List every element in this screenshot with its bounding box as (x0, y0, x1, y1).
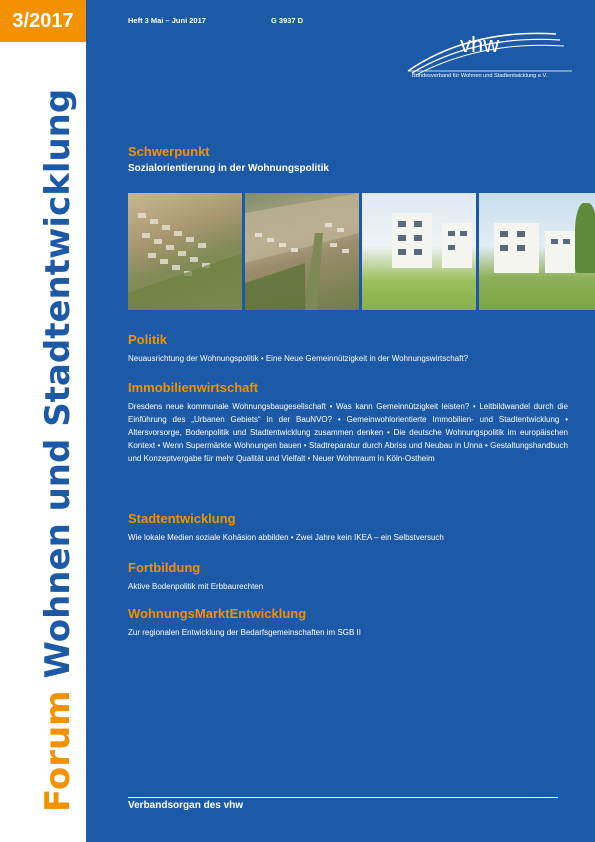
footer-text: Verbandsorgan des vhw (128, 800, 244, 811)
section-title: Immobilienwirtschaft (128, 380, 259, 395)
section-politik (128, 332, 568, 365)
building-photo-1 (362, 193, 476, 310)
section-fortbildung (128, 560, 568, 593)
section-title: Stadtentwicklung (128, 511, 236, 526)
section-title: Politik (128, 332, 168, 347)
section-text: Zur regionalen Entwicklung der Bedarfsgemeinschaften im SGB II (128, 628, 362, 637)
section-text: Dresdens neue kommunale Wohnungsbaugesellschaft • Was kann Gemeinnützigkeit leisten? • Leitbildwandel durch die Einführung des „Urbanen Gebiets“ in der BauNVO? • Gemeinwohlorientierte Immobilien- und Stadtentwicklung • Altersvorsorge, Bodenpolitik und Stadtentwicklung zusammen denken • Die deutsche Wohnungspolitik im europäischen Kontext • Wenn Supermärkte Wohnungen bauen • Stadtreparatur durch Abriss und Neubau in Unna • Gestaltungshandbuch und Konzeptvergabe für mehr Qualität und Vielfalt • Neuer Wohnraum in Köln-Ostheim (128, 402, 568, 463)
section-text: Neuausrichtung der Wohnungspolitik • Eine Neue Gemeinnützigkeit in der Wohnungswirtschaft? (128, 354, 469, 363)
postal-code: G 3937 D (271, 16, 304, 25)
masthead-title (38, 52, 78, 812)
aerial-housing-image (128, 193, 242, 310)
issue-number: 3/2017 (0, 0, 86, 42)
section-title: Fortbildung (128, 560, 201, 575)
building-photo-2 (479, 193, 595, 310)
logo-word: vhw (460, 32, 500, 57)
section-stadtentwicklung (128, 511, 568, 544)
masthead-rest: Wohnen und Stadtentwicklung (38, 88, 78, 691)
aerial-photo-2 (245, 193, 359, 310)
schwerpunkt-title: Schwerpunkt (128, 144, 210, 159)
section-text: Wie lokale Medien soziale Kohäsion abbilden • Zwei Jahre kein IKEA – ein Selbstversuch (128, 533, 444, 542)
aerial-photo-1 (128, 193, 242, 310)
section-title: WohnungsMarktEntwicklung (128, 606, 307, 621)
logo-subtitle: Bundesverband für Wohnen und Stadtentwicklung e.V. (412, 73, 548, 79)
section-wohnungsmarktentwicklung (128, 606, 568, 639)
section-text: Aktive Bodenpolitik mit Erbbaurechten (128, 582, 264, 591)
schwerpunkt-section (128, 144, 568, 176)
section-immobilienwirtschaft (128, 380, 568, 465)
photo-strip (128, 193, 595, 310)
sidebar (0, 0, 86, 842)
schwerpunkt-subtitle: Sozialorientierung in der Wohnungspolitik (128, 163, 329, 174)
aerial-settlement-image (245, 193, 359, 310)
heft-info: Heft 3 Mai – Juni 2017 (128, 16, 206, 25)
masthead-forum: Forum (38, 690, 78, 812)
footer-divider (128, 797, 558, 798)
vhw-logo (404, 26, 576, 84)
